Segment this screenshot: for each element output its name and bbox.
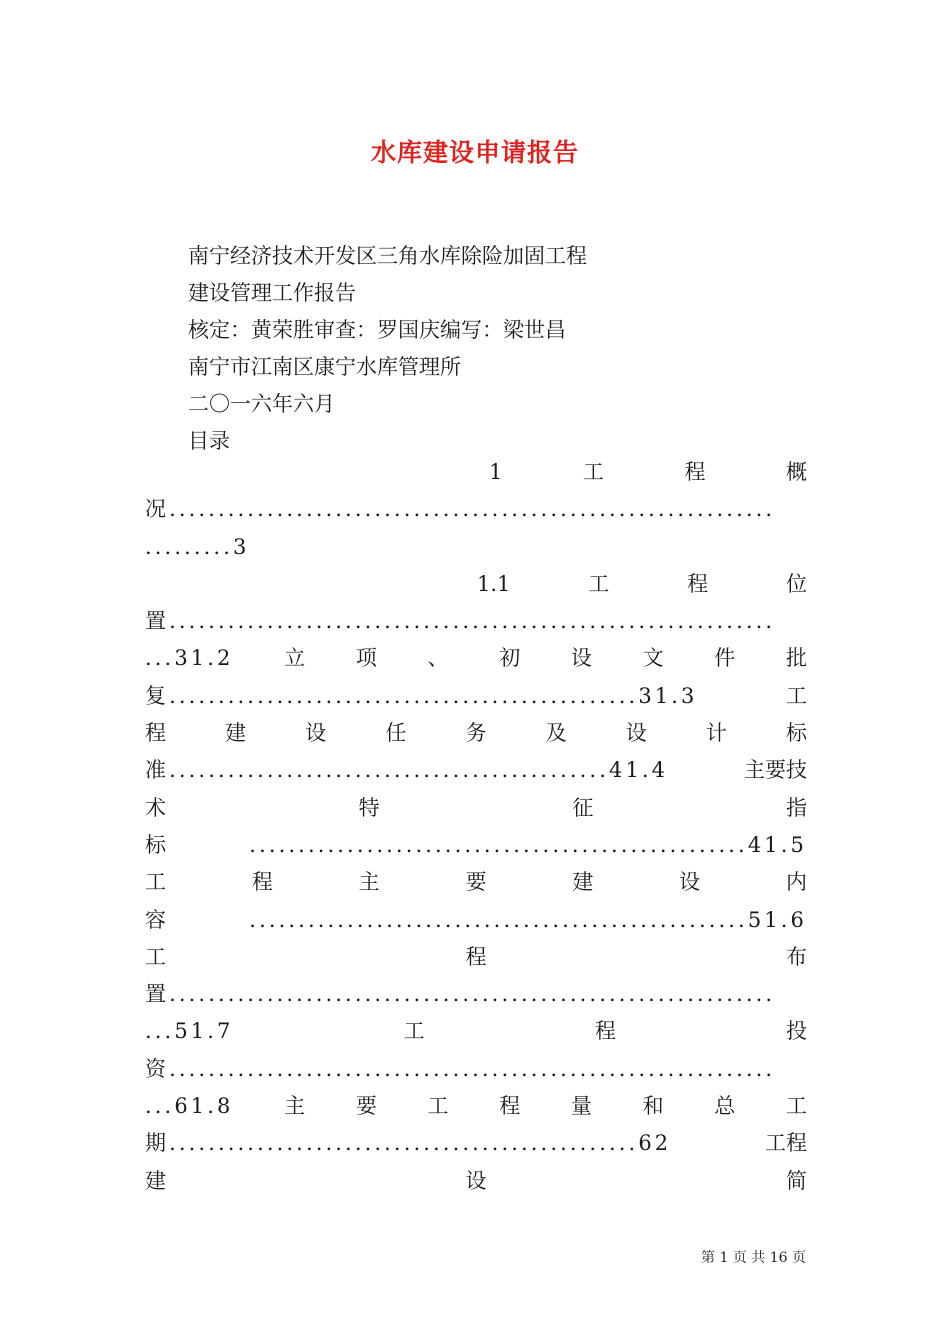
toc-line xyxy=(145,1088,807,1125)
toc-text: 工 xyxy=(786,683,807,708)
toc-text: 况.............................................................. xyxy=(145,497,776,522)
toc-line xyxy=(145,491,807,528)
toc-text: 程 xyxy=(465,944,487,969)
toc-text: 工 xyxy=(145,870,166,895)
toc-line xyxy=(145,640,807,677)
toc-text: 术 xyxy=(145,795,166,820)
toc-text: 简 xyxy=(786,1168,807,1193)
toc-text: 批 xyxy=(785,646,807,671)
toc-text: 程 xyxy=(594,1019,616,1044)
project-name: 南宁经济技术开发区三角水库除险加固工程 xyxy=(188,244,587,268)
toc-line xyxy=(145,715,807,752)
toc-line xyxy=(145,976,807,1013)
toc-line xyxy=(145,1013,807,1050)
toc-text: 程 xyxy=(499,1094,521,1119)
toc-text: 总 xyxy=(714,1094,736,1119)
toc-text: 准.............................................41.4 xyxy=(145,758,669,783)
toc-text: 工 xyxy=(588,571,610,596)
toc-text: 资.............................................................. xyxy=(145,1056,776,1081)
toc-line xyxy=(145,1125,807,1162)
toc-text: ...51.7 xyxy=(145,1019,234,1044)
toc-text: 计 xyxy=(705,721,727,746)
toc-text: 文 xyxy=(642,646,664,671)
toc-text: 要 xyxy=(355,1094,377,1119)
toc-text: .........3 xyxy=(145,534,250,559)
toc-text: 建 xyxy=(572,870,594,895)
toc-text: 主 xyxy=(284,1094,306,1119)
toc-text: 复................................................31.3 xyxy=(145,683,698,708)
organization-line: 南宁市江南区康宁水库管理所 xyxy=(188,355,461,379)
toc-text: 初 xyxy=(499,646,521,671)
toc-text: ...................................................41.5 xyxy=(249,832,807,857)
toc-text: 项 xyxy=(355,646,377,671)
toc-text: 设 xyxy=(679,870,701,895)
toc-text: 要 xyxy=(465,870,487,895)
toc-text: 建 xyxy=(225,721,247,746)
toc-text: 工程 xyxy=(765,1131,807,1156)
toc-text: 指 xyxy=(785,795,807,820)
toc-text: 工 xyxy=(582,460,604,484)
toc-text: 任 xyxy=(385,721,407,746)
toc-line xyxy=(145,566,807,603)
table-of-contents xyxy=(145,454,807,1200)
toc-text: 位 xyxy=(785,571,807,596)
toc-text: 建 xyxy=(145,1168,166,1193)
toc-line xyxy=(145,603,807,640)
toc-text: 主 xyxy=(358,870,380,895)
toc-text: 、 xyxy=(427,646,449,671)
toc-text: 立 xyxy=(284,646,306,671)
page-title: 水库建设申请报告 xyxy=(370,138,579,167)
toc-text: 程 xyxy=(687,571,709,596)
toc-text: 投 xyxy=(786,1019,807,1044)
toc-text: 标 xyxy=(786,721,807,746)
toc-heading: 目录 xyxy=(188,429,230,453)
toc-text: 工 xyxy=(145,944,166,969)
toc-text: 件 xyxy=(714,646,736,671)
toc-text: 设 xyxy=(465,1168,487,1193)
toc-text: 工 xyxy=(403,1019,425,1044)
toc-text: 置.............................................................. xyxy=(145,609,776,634)
toc-text: 程 xyxy=(145,721,166,746)
authors-line: 核定：黄荣胜审查：罗国庆编写：梁世昌 xyxy=(188,318,566,342)
toc-text: 工 xyxy=(785,1094,807,1119)
toc-text: 概 xyxy=(785,460,807,484)
toc-line xyxy=(145,902,807,939)
toc-text: 程 xyxy=(251,870,273,895)
toc-line xyxy=(145,454,807,491)
toc-text: 及 xyxy=(545,721,567,746)
toc-text: 内 xyxy=(785,870,807,895)
toc-text: 置.............................................................. xyxy=(145,982,776,1007)
toc-line xyxy=(145,1051,807,1088)
toc-text: 布 xyxy=(786,944,807,969)
toc-text: 务 xyxy=(465,721,487,746)
toc-text: 容 xyxy=(145,907,166,932)
toc-text: 标 xyxy=(145,832,166,857)
toc-text: ...................................................51.6 xyxy=(249,907,807,932)
toc-line xyxy=(145,939,807,976)
toc-line xyxy=(145,864,807,901)
toc-text: 量 xyxy=(570,1094,592,1119)
toc-text: 1 xyxy=(489,460,503,484)
toc-text: 1.1 xyxy=(477,571,511,596)
toc-text: ...31.2 xyxy=(145,646,234,671)
toc-text: 设 xyxy=(570,646,592,671)
page-footer: 第 1 页 共 16 页 xyxy=(701,1250,806,1266)
toc-text: 征 xyxy=(572,795,594,820)
toc-line xyxy=(145,1163,807,1200)
toc-text: 和 xyxy=(642,1094,664,1119)
toc-line xyxy=(145,678,807,715)
toc-text: 特 xyxy=(358,795,380,820)
toc-line xyxy=(145,752,807,789)
toc-line xyxy=(145,790,807,827)
toc-text: 程 xyxy=(684,460,706,484)
toc-line xyxy=(145,529,807,566)
toc-text: 设 xyxy=(625,721,647,746)
toc-text: 设 xyxy=(305,721,327,746)
toc-text: 工 xyxy=(427,1094,449,1119)
toc-text: 主要技 xyxy=(744,758,807,783)
toc-text: 期................................................62 xyxy=(145,1131,672,1156)
toc-text: ...61.8 xyxy=(145,1094,234,1119)
toc-line xyxy=(145,827,807,864)
intro-block xyxy=(188,238,587,460)
date-line: 二〇一六年六月 xyxy=(188,392,335,416)
report-name: 建设管理工作报告 xyxy=(188,281,356,305)
